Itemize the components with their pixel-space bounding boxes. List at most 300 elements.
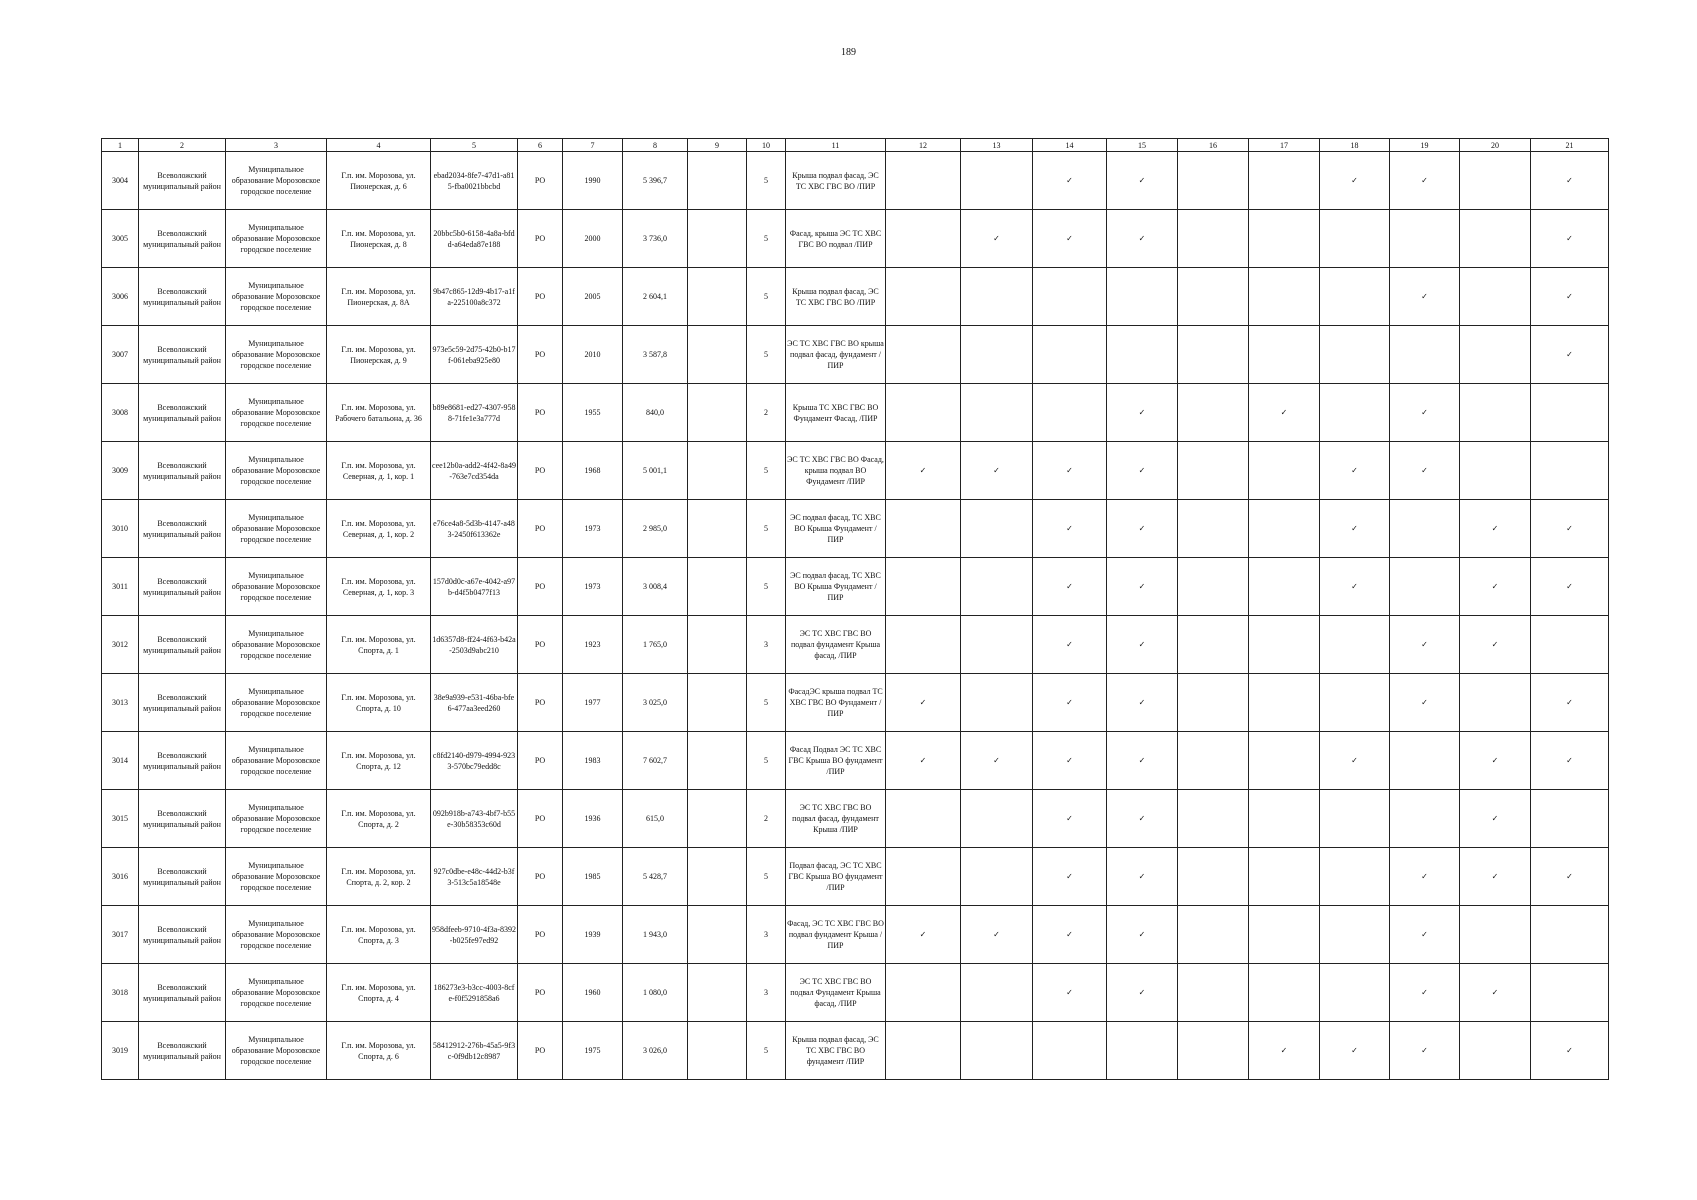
checkmark-icon: ✓ (1033, 500, 1107, 558)
checkmark-icon: ✓ (1390, 674, 1460, 732)
address-cell: Г.п. им. Морозова, ул. Пионерская, д. 8 (327, 210, 431, 268)
column-9-cell (688, 964, 747, 1022)
empty-mark-cell (961, 268, 1033, 326)
empty-mark-cell (1249, 906, 1320, 964)
floors-cell: 5 (747, 268, 786, 326)
checkmark-icon: ✓ (1033, 616, 1107, 674)
empty-mark-cell (1320, 790, 1390, 848)
floors-cell: 5 (747, 1022, 786, 1080)
municipality-cell: Муниципальное образование Морозовское городское поселение (226, 326, 327, 384)
checkmark-icon: ✓ (1460, 558, 1531, 616)
checkmark-icon: ✓ (1033, 442, 1107, 500)
checkmark-icon: ✓ (1390, 616, 1460, 674)
house-id-cell: 973e5c59-2d75-42b0-b17f-061eba925e80 (431, 326, 518, 384)
checkmark-icon: ✓ (1390, 1022, 1460, 1080)
floors-cell: 3 (747, 964, 786, 1022)
area-cell: 5 428,7 (623, 848, 688, 906)
empty-mark-cell (1390, 732, 1460, 790)
floors-cell: 5 (747, 500, 786, 558)
address-cell: Г.п. им. Морозова, ул. Северная, д. 1, кор. 2 (327, 500, 431, 558)
address-cell: Г.п. им. Морозова, ул. Спорта, д. 3 (327, 906, 431, 964)
housing-register-table (101, 138, 1609, 1080)
ownership-cell: РО (518, 558, 563, 616)
checkmark-icon: ✓ (961, 210, 1033, 268)
house-id-cell: 958dfeeb-9710-4f3a-8392-b025fe97ed92 (431, 906, 518, 964)
house-id-cell: e76ce4a8-5d3b-4147-a483-2450f613362e (431, 500, 518, 558)
column-header-13: 13 (961, 139, 1033, 152)
district-cell: Всеволожский муниципальный район (139, 152, 226, 210)
checkmark-icon: ✓ (1390, 152, 1460, 210)
empty-mark-cell (1178, 442, 1249, 500)
empty-mark-cell (886, 210, 961, 268)
year-built-cell: 1955 (563, 384, 623, 442)
works-cell: ЭС ТС ХВС ГВС ВО крыша подвал фасад, фундамент /ПИР (786, 326, 886, 384)
checkmark-icon: ✓ (1531, 500, 1609, 558)
empty-mark-cell (1460, 210, 1531, 268)
year-built-cell: 1960 (563, 964, 623, 1022)
district-cell: Всеволожский муниципальный район (139, 558, 226, 616)
empty-mark-cell (1033, 268, 1107, 326)
district-cell: Всеволожский муниципальный район (139, 384, 226, 442)
column-header-7: 7 (563, 139, 623, 152)
address-cell: Г.п. им. Морозова, ул. Спорта, д. 12 (327, 732, 431, 790)
checkmark-icon: ✓ (1460, 732, 1531, 790)
checkmark-icon: ✓ (1320, 558, 1390, 616)
works-cell: Фасад, ЭС ТС ХВС ГВС ВО подвал фундамент Крыша /ПИР (786, 906, 886, 964)
municipality-cell: Муниципальное образование Морозовское городское поселение (226, 558, 327, 616)
row-number-cell: 3011 (102, 558, 139, 616)
empty-mark-cell (1320, 964, 1390, 1022)
empty-mark-cell (1320, 384, 1390, 442)
checkmark-icon: ✓ (1107, 964, 1178, 1022)
table-row (102, 326, 1609, 384)
address-cell: Г.п. им. Морозова, ул. Спорта, д. 10 (327, 674, 431, 732)
ownership-cell: РО (518, 152, 563, 210)
house-id-cell: cee12b0a-add2-4f42-8a49-763e7cd354da (431, 442, 518, 500)
empty-mark-cell (886, 558, 961, 616)
house-id-cell: 186273e3-b3cc-4003-8cfe-f0f5291858a6 (431, 964, 518, 1022)
house-id-cell: 38e9a939-e531-46ba-bfe6-477aa3eed260 (431, 674, 518, 732)
column-9-cell (688, 674, 747, 732)
checkmark-icon: ✓ (1531, 210, 1609, 268)
area-cell: 3 736,0 (623, 210, 688, 268)
works-cell: ЭС ТС ХВС ГВС ВО подвал фундамент Крыша фасад, /ПИР (786, 616, 886, 674)
empty-mark-cell (1249, 790, 1320, 848)
empty-mark-cell (1249, 500, 1320, 558)
district-cell: Всеволожский муниципальный район (139, 1022, 226, 1080)
empty-mark-cell (886, 500, 961, 558)
address-cell: Г.п. им. Морозова, ул. Рабочего батальона, д. 36 (327, 384, 431, 442)
table-row (102, 616, 1609, 674)
municipality-cell: Муниципальное образование Морозовское городское поселение (226, 674, 327, 732)
empty-mark-cell (1249, 848, 1320, 906)
checkmark-icon: ✓ (1460, 616, 1531, 674)
checkmark-icon: ✓ (886, 442, 961, 500)
floors-cell: 5 (747, 210, 786, 268)
works-cell: Крыша подвал фасад, ЭС ТС ХВС ГВС ВО /ПИР (786, 268, 886, 326)
empty-mark-cell (1390, 210, 1460, 268)
column-9-cell (688, 442, 747, 500)
empty-mark-cell (1178, 848, 1249, 906)
floors-cell: 5 (747, 152, 786, 210)
checkmark-icon: ✓ (1107, 152, 1178, 210)
column-9-cell (688, 558, 747, 616)
empty-mark-cell (1178, 964, 1249, 1022)
house-id-cell: 092b918b-a743-4bf7-b55e-30b58353c60d (431, 790, 518, 848)
checkmark-icon: ✓ (1107, 616, 1178, 674)
row-number-cell: 3013 (102, 674, 139, 732)
empty-mark-cell (1178, 384, 1249, 442)
empty-mark-cell (1249, 326, 1320, 384)
checkmark-icon: ✓ (1320, 442, 1390, 500)
year-built-cell: 1936 (563, 790, 623, 848)
municipality-cell: Муниципальное образование Морозовское городское поселение (226, 384, 327, 442)
address-cell: Г.п. им. Морозова, ул. Спорта, д. 6 (327, 1022, 431, 1080)
checkmark-icon: ✓ (1033, 964, 1107, 1022)
table-row (102, 268, 1609, 326)
floors-cell: 5 (747, 558, 786, 616)
empty-mark-cell (961, 1022, 1033, 1080)
municipality-cell: Муниципальное образование Морозовское городское поселение (226, 210, 327, 268)
year-built-cell: 1973 (563, 558, 623, 616)
empty-mark-cell (886, 384, 961, 442)
column-header-1: 1 (102, 139, 139, 152)
table-row (102, 1022, 1609, 1080)
empty-mark-cell (961, 848, 1033, 906)
row-number-cell: 3009 (102, 442, 139, 500)
table-row (102, 848, 1609, 906)
area-cell: 1 765,0 (623, 616, 688, 674)
municipality-cell: Муниципальное образование Морозовское городское поселение (226, 964, 327, 1022)
checkmark-icon: ✓ (1033, 674, 1107, 732)
column-header-16: 16 (1178, 139, 1249, 152)
empty-mark-cell (1390, 790, 1460, 848)
ownership-cell: РО (518, 210, 563, 268)
checkmark-icon: ✓ (1390, 964, 1460, 1022)
checkmark-icon: ✓ (1107, 210, 1178, 268)
empty-mark-cell (1178, 210, 1249, 268)
ownership-cell: РО (518, 616, 563, 674)
area-cell: 1 943,0 (623, 906, 688, 964)
empty-mark-cell (961, 616, 1033, 674)
checkmark-icon: ✓ (1249, 1022, 1320, 1080)
row-number-cell: 3008 (102, 384, 139, 442)
empty-mark-cell (886, 326, 961, 384)
area-cell: 840,0 (623, 384, 688, 442)
table-row (102, 442, 1609, 500)
checkmark-icon: ✓ (1531, 1022, 1609, 1080)
empty-mark-cell (886, 1022, 961, 1080)
row-number-cell: 3006 (102, 268, 139, 326)
works-cell: Крыша подвал фасад, ЭС ТС ХВС ГВС ВО /ПИР (786, 152, 886, 210)
table-row (102, 790, 1609, 848)
checkmark-icon: ✓ (1531, 326, 1609, 384)
empty-mark-cell (1460, 384, 1531, 442)
ownership-cell: РО (518, 848, 563, 906)
empty-mark-cell (1531, 384, 1609, 442)
checkmark-icon: ✓ (1390, 442, 1460, 500)
empty-mark-cell (1460, 906, 1531, 964)
empty-mark-cell (1249, 674, 1320, 732)
empty-mark-cell (1249, 442, 1320, 500)
row-number-cell: 3016 (102, 848, 139, 906)
table-row (102, 152, 1609, 210)
table-row (102, 732, 1609, 790)
empty-mark-cell (1531, 964, 1609, 1022)
row-number-cell: 3010 (102, 500, 139, 558)
municipality-cell: Муниципальное образование Морозовское городское поселение (226, 848, 327, 906)
column-number-row (102, 139, 1609, 152)
year-built-cell: 2005 (563, 268, 623, 326)
empty-mark-cell (961, 790, 1033, 848)
address-cell: Г.п. им. Морозова, ул. Спорта, д. 4 (327, 964, 431, 1022)
checkmark-icon: ✓ (1460, 964, 1531, 1022)
empty-mark-cell (1460, 326, 1531, 384)
column-9-cell (688, 500, 747, 558)
address-cell: Г.п. им. Морозова, ул. Северная, д. 1, кор. 1 (327, 442, 431, 500)
works-cell: ЭС ТС ХВС ГВС ВО подвал фасад, фундамент Крыша /ПИР (786, 790, 886, 848)
checkmark-icon: ✓ (1033, 906, 1107, 964)
row-number-cell: 3018 (102, 964, 139, 1022)
column-9-cell (688, 906, 747, 964)
address-cell: Г.п. им. Морозова, ул. Пионерская, д. 8А (327, 268, 431, 326)
house-id-cell: 20bbc5b0-6158-4a8a-bfdd-a64eda87e188 (431, 210, 518, 268)
area-cell: 3 587,8 (623, 326, 688, 384)
row-number-cell: 3015 (102, 790, 139, 848)
house-id-cell: 58412912-276b-45a5-9f3c-0f9db12c8987 (431, 1022, 518, 1080)
empty-mark-cell (1460, 442, 1531, 500)
checkmark-icon: ✓ (1033, 558, 1107, 616)
address-cell: Г.п. им. Морозова, ул. Спорта, д. 2 (327, 790, 431, 848)
column-header-11: 11 (786, 139, 886, 152)
empty-mark-cell (1178, 152, 1249, 210)
column-header-21: 21 (1531, 139, 1609, 152)
checkmark-icon: ✓ (1390, 848, 1460, 906)
checkmark-icon: ✓ (1531, 674, 1609, 732)
ownership-cell: РО (518, 384, 563, 442)
ownership-cell: РО (518, 326, 563, 384)
year-built-cell: 1990 (563, 152, 623, 210)
ownership-cell: РО (518, 442, 563, 500)
empty-mark-cell (1320, 616, 1390, 674)
empty-mark-cell (1107, 268, 1178, 326)
district-cell: Всеволожский муниципальный район (139, 616, 226, 674)
row-number-cell: 3005 (102, 210, 139, 268)
works-cell: Крыша ТС ХВС ГВС ВО Фундамент Фасад, /ПИР (786, 384, 886, 442)
column-9-cell (688, 616, 747, 674)
empty-mark-cell (886, 964, 961, 1022)
area-cell: 2 604,1 (623, 268, 688, 326)
works-cell: ЭС подвал фасад, ТС ХВС ВО Крыша Фундамент /ПИР (786, 558, 886, 616)
municipality-cell: Муниципальное образование Морозовское городское поселение (226, 152, 327, 210)
floors-cell: 2 (747, 384, 786, 442)
empty-mark-cell (1178, 1022, 1249, 1080)
municipality-cell: Муниципальное образование Морозовское городское поселение (226, 790, 327, 848)
ownership-cell: РО (518, 500, 563, 558)
column-9-cell (688, 268, 747, 326)
checkmark-icon: ✓ (886, 906, 961, 964)
table-row (102, 558, 1609, 616)
empty-mark-cell (961, 964, 1033, 1022)
ownership-cell: РО (518, 964, 563, 1022)
empty-mark-cell (1178, 732, 1249, 790)
checkmark-icon: ✓ (1033, 210, 1107, 268)
column-header-9: 9 (688, 139, 747, 152)
empty-mark-cell (1531, 906, 1609, 964)
empty-mark-cell (1390, 500, 1460, 558)
empty-mark-cell (1531, 442, 1609, 500)
column-header-5: 5 (431, 139, 518, 152)
area-cell: 5 396,7 (623, 152, 688, 210)
empty-mark-cell (1320, 848, 1390, 906)
checkmark-icon: ✓ (1390, 906, 1460, 964)
table-row (102, 384, 1609, 442)
municipality-cell: Муниципальное образование Морозовское городское поселение (226, 616, 327, 674)
empty-mark-cell (1178, 790, 1249, 848)
ownership-cell: РО (518, 674, 563, 732)
empty-mark-cell (1178, 500, 1249, 558)
checkmark-icon: ✓ (1107, 906, 1178, 964)
empty-mark-cell (1249, 210, 1320, 268)
address-cell: Г.п. им. Морозова, ул. Пионерская, д. 6 (327, 152, 431, 210)
empty-mark-cell (961, 674, 1033, 732)
house-id-cell: b89e8681-ed27-4307-9588-71fe1e3a777d (431, 384, 518, 442)
empty-mark-cell (961, 152, 1033, 210)
area-cell: 5 001,1 (623, 442, 688, 500)
checkmark-icon: ✓ (1107, 848, 1178, 906)
area-cell: 2 985,0 (623, 500, 688, 558)
empty-mark-cell (961, 326, 1033, 384)
works-cell: ЭС ТС ХВС ГВС ВО подвал Фундамент Крыша фасад, /ПИР (786, 964, 886, 1022)
empty-mark-cell (1178, 558, 1249, 616)
checkmark-icon: ✓ (1107, 500, 1178, 558)
column-header-17: 17 (1249, 139, 1320, 152)
column-header-10: 10 (747, 139, 786, 152)
area-cell: 615,0 (623, 790, 688, 848)
empty-mark-cell (1107, 326, 1178, 384)
checkmark-icon: ✓ (1107, 558, 1178, 616)
address-cell: Г.п. им. Морозова, ул. Северная, д. 1, кор. 3 (327, 558, 431, 616)
area-cell: 1 080,0 (623, 964, 688, 1022)
empty-mark-cell (1249, 152, 1320, 210)
checkmark-icon: ✓ (1320, 152, 1390, 210)
row-number-cell: 3019 (102, 1022, 139, 1080)
checkmark-icon: ✓ (961, 906, 1033, 964)
empty-mark-cell (1249, 732, 1320, 790)
house-id-cell: 1d6357d8-ff24-4f63-b42a-2503d9abc210 (431, 616, 518, 674)
area-cell: 3 025,0 (623, 674, 688, 732)
year-built-cell: 2000 (563, 210, 623, 268)
checkmark-icon: ✓ (1531, 558, 1609, 616)
ownership-cell: РО (518, 1022, 563, 1080)
works-cell: ЭС подвал фасад, ТС ХВС ВО Крыша Фундамент /ПИР (786, 500, 886, 558)
checkmark-icon: ✓ (1033, 848, 1107, 906)
table-row (102, 964, 1609, 1022)
column-header-14: 14 (1033, 139, 1107, 152)
works-cell: ФасадЭС крыша подвал ТС ХВС ГВС ВО Фундамент /ПИР (786, 674, 886, 732)
ownership-cell: РО (518, 268, 563, 326)
column-9-cell (688, 326, 747, 384)
empty-mark-cell (1320, 906, 1390, 964)
column-9-cell (688, 210, 747, 268)
empty-mark-cell (961, 384, 1033, 442)
column-9-cell (688, 1022, 747, 1080)
checkmark-icon: ✓ (1390, 268, 1460, 326)
empty-mark-cell (1178, 674, 1249, 732)
municipality-cell: Муниципальное образование Морозовское городское поселение (226, 906, 327, 964)
checkmark-icon: ✓ (1460, 848, 1531, 906)
district-cell: Всеволожский муниципальный район (139, 790, 226, 848)
column-header-18: 18 (1320, 139, 1390, 152)
empty-mark-cell (1178, 268, 1249, 326)
empty-mark-cell (961, 558, 1033, 616)
empty-mark-cell (886, 616, 961, 674)
empty-mark-cell (1249, 616, 1320, 674)
row-number-cell: 3007 (102, 326, 139, 384)
municipality-cell: Муниципальное образование Морозовское городское поселение (226, 732, 327, 790)
checkmark-icon: ✓ (1107, 790, 1178, 848)
empty-mark-cell (886, 268, 961, 326)
empty-mark-cell (1249, 964, 1320, 1022)
column-header-2: 2 (139, 139, 226, 152)
checkmark-icon: ✓ (1460, 790, 1531, 848)
floors-cell: 3 (747, 616, 786, 674)
column-header-6: 6 (518, 139, 563, 152)
works-cell: Подвал фасад, ЭС ТС ХВС ГВС Крыша ВО фундамент /ПИР (786, 848, 886, 906)
column-9-cell (688, 790, 747, 848)
column-9-cell (688, 152, 747, 210)
empty-mark-cell (1320, 268, 1390, 326)
floors-cell: 3 (747, 906, 786, 964)
district-cell: Всеволожский муниципальный район (139, 964, 226, 1022)
house-id-cell: c8fd2140-d979-4994-9233-570bc79edd8c (431, 732, 518, 790)
column-header-15: 15 (1107, 139, 1178, 152)
floors-cell: 5 (747, 442, 786, 500)
empty-mark-cell (1033, 326, 1107, 384)
column-header-12: 12 (886, 139, 961, 152)
empty-mark-cell (1249, 268, 1320, 326)
checkmark-icon: ✓ (886, 732, 961, 790)
house-id-cell: 927c0dbe-e48c-44d2-b3f3-513c5a18548e (431, 848, 518, 906)
column-header-19: 19 (1390, 139, 1460, 152)
empty-mark-cell (1249, 558, 1320, 616)
empty-mark-cell (1320, 210, 1390, 268)
checkmark-icon: ✓ (1107, 384, 1178, 442)
ownership-cell: РО (518, 790, 563, 848)
empty-mark-cell (1390, 326, 1460, 384)
floors-cell: 2 (747, 790, 786, 848)
column-header-3: 3 (226, 139, 327, 152)
year-built-cell: 1968 (563, 442, 623, 500)
checkmark-icon: ✓ (1531, 732, 1609, 790)
empty-mark-cell (886, 790, 961, 848)
municipality-cell: Муниципальное образование Морозовское городское поселение (226, 442, 327, 500)
empty-mark-cell (1033, 1022, 1107, 1080)
column-header-8: 8 (623, 139, 688, 152)
checkmark-icon: ✓ (1320, 1022, 1390, 1080)
empty-mark-cell (1178, 906, 1249, 964)
municipality-cell: Муниципальное образование Морозовское городское поселение (226, 500, 327, 558)
ownership-cell: РО (518, 906, 563, 964)
year-built-cell: 1973 (563, 500, 623, 558)
empty-mark-cell (1033, 384, 1107, 442)
district-cell: Всеволожский муниципальный район (139, 210, 226, 268)
checkmark-icon: ✓ (1531, 152, 1609, 210)
empty-mark-cell (886, 848, 961, 906)
empty-mark-cell (1178, 326, 1249, 384)
district-cell: Всеволожский муниципальный район (139, 442, 226, 500)
empty-mark-cell (1390, 558, 1460, 616)
